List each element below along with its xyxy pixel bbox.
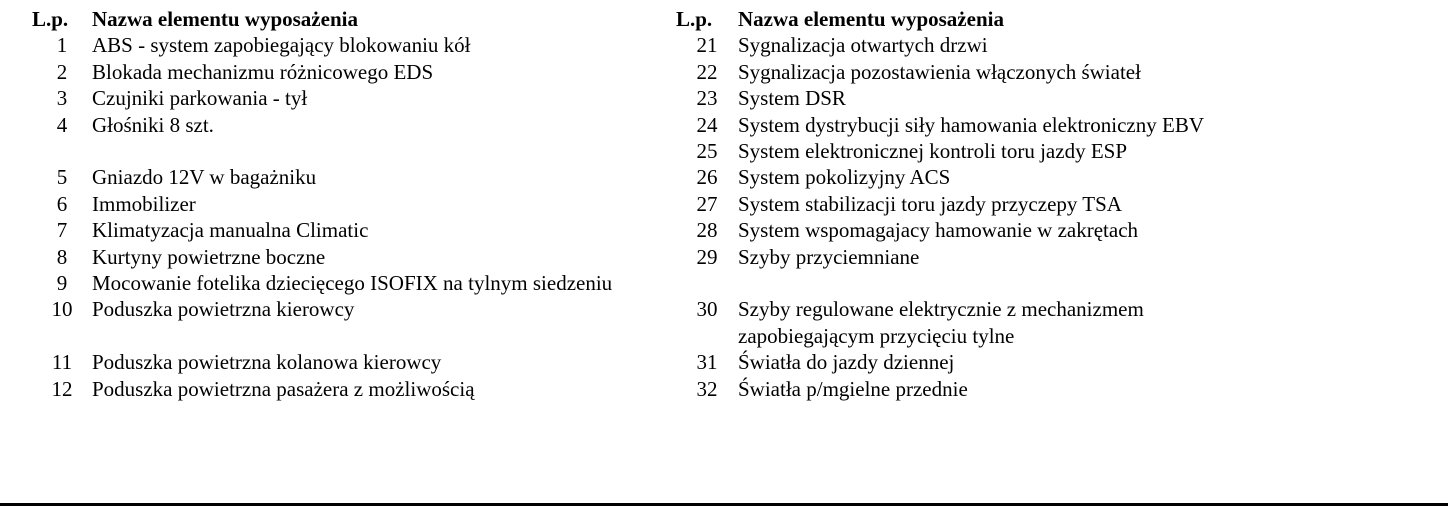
row-number: 21: [696, 33, 718, 58]
table-row: [32, 349, 672, 375]
table-row: [32, 296, 672, 349]
header-row: [32, 6, 672, 32]
table-row: [676, 138, 1283, 164]
row-name: System elektronicznej kontroli toru jazdy ESP: [738, 139, 1128, 164]
table-row: [676, 217, 1283, 243]
table-row: [676, 32, 1283, 58]
row-name: Światła do jazdy dziennej: [738, 350, 955, 375]
table-row: [32, 217, 672, 243]
row-number: 2: [56, 59, 68, 84]
header-name: Nazwa elementu wyposażenia: [738, 7, 1004, 31]
row-number: 9: [56, 271, 68, 296]
row-name: Poduszka powietrzna kolanowa kierowcy: [92, 350, 442, 375]
equipment-table-left: [32, 6, 672, 402]
table-row: [32, 32, 672, 58]
table-row: [676, 376, 1283, 402]
row-name: Blokada mechanizmu różnicowego EDS: [92, 59, 434, 84]
table-row: [32, 270, 672, 296]
table-row: [676, 112, 1283, 138]
row-number: 6: [56, 191, 68, 216]
row-name: Szyby regulowane elektrycznie z mechanizmem zapobiegającym przycięciu tylne: [738, 297, 1144, 348]
table-row: [676, 164, 1283, 190]
row-name: Poduszka powietrzna pasażera z możliwością: [92, 376, 475, 401]
table-row: [676, 349, 1283, 375]
row-number: 28: [696, 218, 718, 243]
equipment-table: [32, 6, 672, 402]
row-name: System wspomagajacy hamowanie w zakrętach: [738, 218, 1139, 243]
row-number: 31: [696, 350, 718, 375]
row-name: System dystrybucji siły hamowania elektroniczny EBV: [738, 112, 1204, 137]
equipment-table-right: [676, 6, 1316, 402]
row-number: 32: [696, 376, 718, 401]
table-row: [676, 296, 1283, 349]
header-name: Nazwa elementu wyposażenia: [92, 7, 358, 31]
table-row: [32, 85, 672, 111]
row-name: Szyby przyciemniane: [738, 244, 920, 269]
row-number: 23: [696, 86, 718, 111]
row-number: 27: [696, 191, 718, 216]
table-row: [676, 244, 1283, 297]
row-number: 22: [696, 59, 718, 84]
row-number: 26: [696, 165, 718, 190]
row-name: Sygnalizacja pozostawienia włączonych świateł: [738, 59, 1141, 84]
table-row: [32, 191, 672, 217]
table-row: [32, 164, 672, 190]
row-number: 4: [56, 112, 68, 137]
row-number: 30: [696, 297, 718, 322]
row-number: 8: [56, 244, 68, 269]
table-row: [32, 244, 672, 270]
row-name: Mocowanie fotelika dziecięcego ISOFIX na tylnym siedzeniu: [92, 271, 613, 296]
equipment-table: [676, 6, 1283, 402]
row-number: 5: [56, 165, 68, 190]
row-name: Kurtyny powietrzne boczne: [92, 244, 326, 269]
row-number: 7: [56, 218, 68, 243]
row-number: 3: [56, 86, 68, 111]
row-name: Czujniki parkowania - tył: [92, 86, 308, 111]
row-name: Gniazdo 12V w bagażniku: [92, 165, 317, 190]
table-row: [32, 59, 672, 85]
row-number: 29: [696, 244, 718, 269]
header-number: L.p.: [676, 7, 713, 31]
row-name: Sygnalizacja otwartych drzwi: [738, 33, 988, 58]
row-number: 12: [51, 376, 73, 401]
row-name: System DSR: [738, 86, 846, 111]
table-row: [676, 59, 1283, 85]
table-row: [32, 376, 672, 402]
row-name: Poduszka powietrzna kierowcy: [92, 297, 355, 322]
row-number: 11: [51, 350, 73, 375]
row-name: ABS - system zapobiegający blokowaniu kół: [92, 33, 471, 58]
row-number: 25: [696, 139, 718, 164]
table-row: [32, 112, 672, 165]
table-row: [676, 85, 1283, 111]
bottom-divider: [0, 503, 1448, 506]
row-name: Światła p/mgielne przednie: [738, 376, 968, 401]
row-name: Immobilizer: [92, 191, 196, 216]
row-name: System pokolizyjny ACS: [738, 165, 951, 190]
row-number: 24: [696, 112, 718, 137]
row-name: System stabilizacji toru jazdy przyczepy TSA: [738, 191, 1122, 216]
table-row: [676, 191, 1283, 217]
header-number: L.p.: [32, 7, 69, 31]
row-name: Głośniki 8 szt.: [92, 112, 214, 137]
row-name: Klimatyzacja manualna Climatic: [92, 218, 369, 243]
row-number: 10: [51, 297, 73, 322]
row-number: 1: [56, 33, 68, 58]
header-row: [676, 6, 1283, 32]
